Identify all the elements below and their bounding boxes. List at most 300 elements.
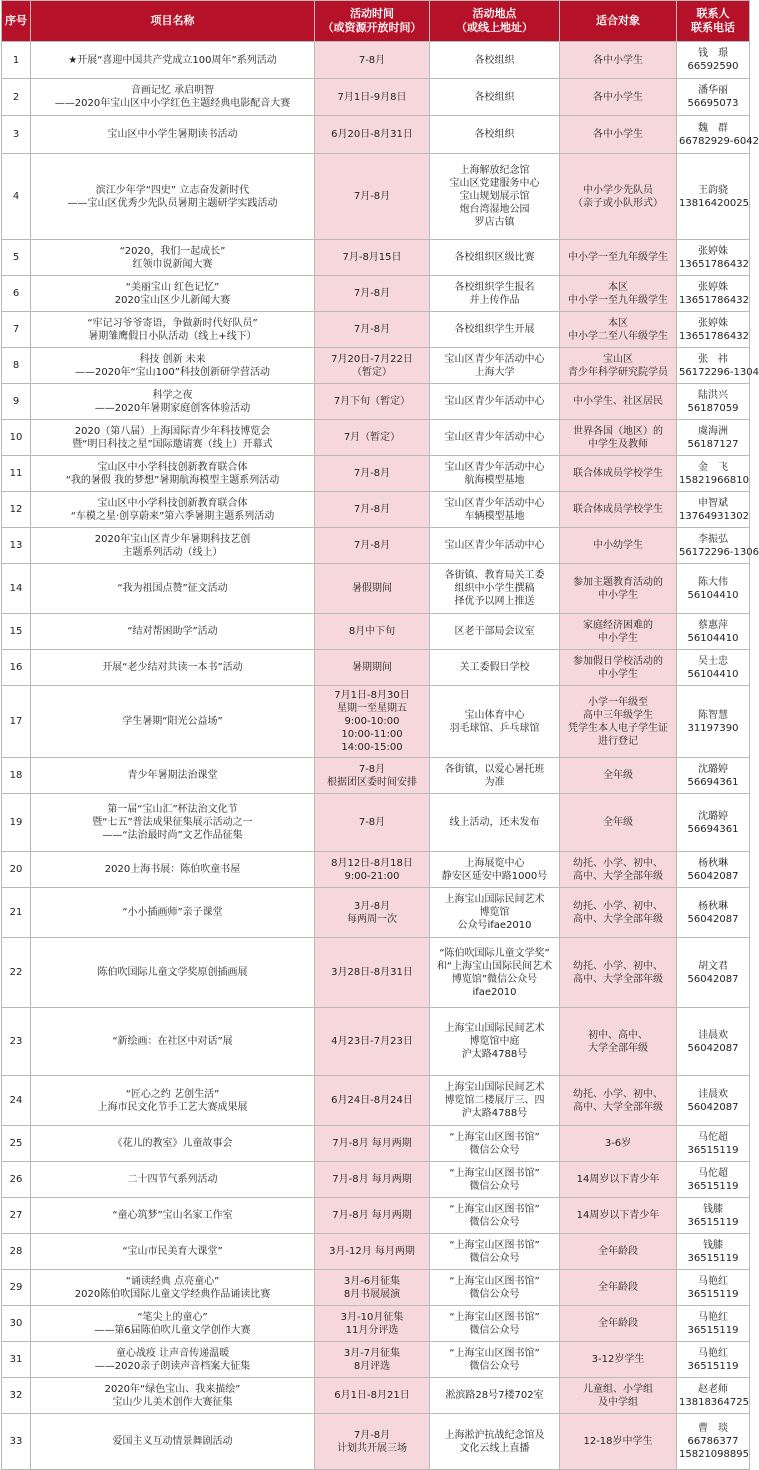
location-line: 各校组织 [474, 54, 515, 66]
target-audience [560, 492, 677, 528]
target-audience-line: 小学一年级至 [588, 696, 648, 708]
location-line: 择优予以网上推送 [454, 596, 535, 607]
target-audience-line: 14周岁以下青少年 [576, 1210, 660, 1221]
location-line: “上海宝山区图书馆” [449, 1239, 540, 1251]
project-name [31, 1198, 315, 1234]
table-row [2, 348, 750, 384]
contact-info-line: 张 祎 [698, 353, 728, 365]
table-row [2, 1076, 750, 1126]
location [430, 1378, 560, 1414]
header-text: 项目名称 [150, 14, 195, 27]
table-row [2, 116, 750, 154]
location [430, 42, 560, 79]
activity-time-line: 9:00-10:00 [344, 716, 400, 727]
activity-time-line: 7月-8月 [353, 324, 391, 335]
activity-time [315, 154, 430, 240]
project-name [31, 492, 315, 528]
contact-info-line: 沈璐婷 [698, 763, 728, 775]
contact-info-line: 36515119 [687, 1144, 739, 1156]
contact-info-line: 56694361 [687, 776, 739, 788]
location [430, 154, 560, 240]
target-audience [560, 1414, 677, 1470]
target-audience-line: 中小学一至九年级学生 [568, 294, 668, 306]
activity-time-line: 3月-7月征集 [343, 1347, 401, 1359]
activity-time [315, 528, 430, 564]
target-audience [560, 79, 677, 116]
activity-time [315, 1378, 430, 1414]
target-audience [560, 650, 677, 686]
table-row [2, 154, 750, 240]
target-audience [560, 1270, 677, 1306]
row-number: 30 [2, 1306, 31, 1342]
contact-info [677, 1270, 750, 1306]
location-line: 和“上海宝山国际民间艺术 [436, 960, 553, 972]
project-name [31, 1008, 315, 1076]
location-line: 各街镇、教育局关工委 [444, 570, 545, 581]
project-name [31, 686, 315, 758]
contact-info [677, 650, 750, 686]
header-text: 适合对象 [596, 14, 640, 27]
project-name-line: 第一届“宝山汇”杯法治文化节 [107, 804, 238, 815]
table-row [2, 758, 750, 794]
contact-info-line: 沈璐婷 [698, 810, 728, 822]
activity-time [315, 492, 430, 528]
activity-time [315, 276, 430, 312]
target-audience-line: 本区 [608, 317, 628, 329]
target-audience-line: 世界各国（地区）的 [573, 425, 663, 437]
row-number: 13 [2, 528, 31, 564]
location-line: “上海宝山区图书馆” [449, 1275, 540, 1287]
activity-time-line: 7月-8月 [353, 540, 391, 551]
contact-info-line: 王韵骁 [698, 184, 728, 196]
target-audience-line: 3-12岁学生 [591, 1354, 645, 1365]
table-row [2, 240, 750, 276]
project-name-line: 2020宝山区少儿新闻大赛 [114, 294, 231, 306]
activity-time-line: 暑期期间 [352, 662, 392, 673]
table-row [2, 564, 750, 614]
target-audience [560, 528, 677, 564]
activity-time [315, 240, 430, 276]
project-name-line: “美丽宝山 红色记忆” [125, 281, 220, 293]
activity-time-line: 7月1日-9月8日 [337, 91, 407, 103]
activity-time-line: 7-8月 [358, 54, 386, 66]
project-name-line: ——“法治最时尚”文艺作品征集 [102, 830, 243, 841]
contact-info [677, 1198, 750, 1234]
project-name [31, 1270, 315, 1306]
activity-time-line: 7月-8月 [353, 288, 391, 299]
activity-time-line: 7月-8月 每月两期 [332, 1138, 412, 1149]
activity-time-line: 4月23日-7月23日 [331, 1036, 413, 1047]
activity-time-line: 3月-10月征集 [340, 1311, 404, 1323]
location [430, 312, 560, 348]
project-name-line: “新绘画：在社区中对话”展 [112, 1036, 233, 1047]
contact-info [677, 492, 750, 528]
location-line: 各校组织学生开展 [454, 324, 535, 335]
contact-info-line: 56042087 [687, 973, 739, 985]
contact-info [677, 686, 750, 758]
contact-info [677, 420, 750, 456]
project-name-line: “我为祖国点赞”征文活动 [117, 583, 228, 594]
contact-info [677, 1414, 750, 1470]
project-name-line: 2020年“绿色宝山、我来描绘” [104, 1383, 241, 1395]
project-name-line: 青少年暑期法治课堂 [127, 770, 218, 781]
row-number: 18 [2, 758, 31, 794]
activity-time [315, 456, 430, 492]
header-location [430, 1, 560, 42]
header-row [2, 1, 750, 42]
activity-time-line: 7月-8月 每月两期 [332, 1174, 412, 1185]
target-audience [560, 154, 677, 240]
target-audience [560, 116, 677, 154]
contact-info-line: 李振弘 [698, 533, 728, 545]
contact-info-line: 66786377 [687, 1436, 739, 1447]
target-audience-line: 中小学少先队员 [583, 184, 653, 196]
target-audience [560, 1378, 677, 1414]
location-line: 微信公众号 [469, 1180, 520, 1192]
table-row [2, 1378, 750, 1414]
location [430, 564, 560, 614]
location-line: 宝山规划展示馆 [459, 191, 530, 202]
row-number: 16 [2, 650, 31, 686]
target-audience-line: （亲子或小队形式） [573, 197, 663, 209]
target-audience-line: 全年级 [603, 817, 633, 828]
activity-time-line: 每两周一次 [347, 913, 397, 925]
row-number: 14 [2, 564, 31, 614]
project-name-line: 红领巾说新闻大赛 [132, 258, 213, 270]
contact-info [677, 1162, 750, 1198]
target-audience-line: 宝山区 [603, 353, 633, 365]
target-audience-line: 参加假日学校活动的 [573, 655, 663, 667]
project-name [31, 79, 315, 116]
project-name [31, 1378, 315, 1414]
contact-info [677, 1342, 750, 1378]
target-audience-line: 中小学生 [598, 668, 638, 680]
location-line: 宝山区青少年活动中心 [444, 540, 545, 551]
contact-info-line: 31197390 [687, 722, 739, 734]
contact-info-line: 56104410 [687, 589, 739, 601]
header-text: （或线上地址） [456, 21, 533, 34]
project-name [31, 614, 315, 650]
target-audience [560, 758, 677, 794]
contact-info [677, 154, 750, 240]
target-audience [560, 384, 677, 420]
target-audience [560, 564, 677, 614]
target-audience [560, 312, 677, 348]
activity-time [315, 1342, 430, 1378]
contact-info-line: 66782929-6042 [679, 135, 759, 147]
row-number: 29 [2, 1270, 31, 1306]
project-name [31, 564, 315, 614]
activity-time [315, 384, 430, 420]
target-audience [560, 1126, 677, 1162]
location-line: 宝山区青少年活动中心 [444, 461, 545, 473]
project-name-line: “牢记习爷爷寄语，争做新时代好队员” [87, 317, 258, 329]
location-line: 各校组织学生报名 [454, 281, 535, 293]
target-audience [560, 42, 677, 79]
activity-time-line: 10:00-11:00 [341, 729, 403, 740]
target-audience-line: 14周岁以下青少年 [576, 1174, 660, 1185]
activity-time-line: 7月-8月 [353, 191, 391, 202]
location [430, 1414, 560, 1470]
project-name [31, 1076, 315, 1126]
project-name [31, 1234, 315, 1270]
location-line: 微信公众号 [469, 1216, 520, 1228]
project-name-line: “小小插画师”亲子课堂 [122, 907, 223, 918]
activity-time-line: 9:00-21:00 [344, 870, 400, 882]
location [430, 1076, 560, 1126]
contact-info [677, 888, 750, 938]
location-line: “上海宝山区图书馆” [449, 1131, 540, 1143]
target-audience [560, 276, 677, 312]
table-row [2, 492, 750, 528]
project-name-line: 2020年宝山区青少年暑期科技艺创 [94, 533, 251, 545]
row-number: 11 [2, 456, 31, 492]
target-audience-line: 联合体成员学校学生 [573, 504, 663, 515]
contact-info [677, 384, 750, 420]
target-audience [560, 348, 677, 384]
activity-time-line: 6月1日-8月21日 [334, 1390, 410, 1401]
target-audience-line: 中小学二至八年级学生 [568, 330, 668, 342]
contact-info-line: 杨秋琳 [698, 900, 728, 912]
target-audience [560, 240, 677, 276]
location [430, 686, 560, 758]
contact-info-line: 13816420025 [679, 197, 749, 209]
contact-info-line: 潘华丽 [698, 85, 728, 96]
location [430, 348, 560, 384]
target-audience-line: 青少年科学研究院学员 [568, 366, 668, 378]
activity-time [315, 650, 430, 686]
location [430, 528, 560, 564]
location-line: “上海宝山区图书馆” [449, 1347, 540, 1359]
location-line: 静安区延安中路1000号 [441, 870, 548, 882]
target-audience [560, 1342, 677, 1378]
target-audience-line: 高中三年级学生 [583, 709, 653, 721]
contact-info [677, 79, 750, 116]
location-line: 车辆模型基地 [464, 510, 525, 522]
project-name [31, 154, 315, 240]
location-line: “上海宝山区图书馆” [449, 1311, 540, 1323]
location [430, 888, 560, 938]
target-audience-line: 中小幼学生 [593, 540, 643, 551]
location-line: 上海淞沪抗战纪念馆及 [444, 1429, 545, 1441]
project-name-line: 《花儿的教室》儿童故事会 [112, 1138, 233, 1149]
header-text: 序号 [5, 14, 27, 27]
contact-info-line: 陆洪兴 [698, 389, 728, 401]
project-name-line: “宝山市民美育大课堂” [122, 1246, 223, 1257]
target-audience-line: 幼托、小学、初中、 [573, 857, 663, 869]
project-name [31, 348, 315, 384]
project-name [31, 528, 315, 564]
activity-time [315, 888, 430, 938]
location-line: 公众号ifae2010 [457, 920, 532, 931]
project-name-line: 科技 创新 未来 [139, 353, 206, 365]
activity-time-line: 6月20日-8月31日 [331, 129, 413, 140]
target-audience-line: 各中小学生 [593, 54, 643, 66]
project-name [31, 1306, 315, 1342]
activity-time-line: 根据团区委时间安排 [327, 776, 417, 788]
table-row [2, 1342, 750, 1378]
target-audience-line: 初中、高中、 [588, 1029, 648, 1041]
target-audience-line: 高中、大学全部年级 [573, 870, 663, 882]
location [430, 1234, 560, 1270]
activity-time [315, 938, 430, 1008]
project-name [31, 1342, 315, 1378]
contact-info-line: 金 飞 [698, 461, 728, 473]
table-row [2, 1162, 750, 1198]
table-row [2, 276, 750, 312]
project-name-line: 滨江少年学“四史” 立志奋发新时代 [95, 184, 250, 196]
project-name-line: 学生暑期“阳光公益场” [122, 716, 223, 727]
project-name-line: ——第6届陈伯吹儿童文学创作大赛 [94, 1324, 251, 1336]
contact-info [677, 758, 750, 794]
activity-time [315, 420, 430, 456]
activity-time [315, 42, 430, 79]
location-line: 沪太路4788号 [461, 1108, 528, 1119]
contact-info [677, 312, 750, 348]
location [430, 650, 560, 686]
project-name [31, 758, 315, 794]
location-line: 宝山区青少年活动中心 [444, 396, 545, 407]
contact-info-line: 56187127 [687, 438, 739, 450]
location [430, 116, 560, 154]
contact-info-line: 蔡惠萍 [698, 619, 728, 631]
activity-time [315, 1414, 430, 1470]
row-number: 2 [2, 79, 31, 116]
activity-time-line: 7月-8月 [353, 1429, 391, 1441]
location-line: 上海展览中心 [464, 857, 525, 869]
project-name-line: 2020（第八届）上海国际青少年科技博览会 [74, 425, 271, 437]
target-audience-line: 中小学生 [598, 632, 638, 644]
contact-info-line: 56172296-1306 [679, 546, 759, 558]
activity-time [315, 1234, 430, 1270]
location-line: 为准 [484, 776, 505, 788]
target-audience [560, 1162, 677, 1198]
table-row [2, 1306, 750, 1342]
project-name-line: 陈伯吹国际儿童文学奖原创插画展 [97, 967, 248, 978]
location-line: 沪太路4788号 [461, 1049, 528, 1060]
table-row [2, 528, 750, 564]
location-line: 博览馆二楼展厅三、四 [444, 1095, 545, 1106]
contact-info-line: 36515119 [687, 1360, 739, 1372]
location-line: 区老干部局会议室 [454, 626, 535, 637]
activity-time [315, 1198, 430, 1234]
target-audience-line: 家庭经济困难的 [583, 619, 653, 631]
target-audience-line: 参加主题教育活动的 [573, 576, 663, 588]
contact-info-line: 56695073 [687, 98, 739, 109]
target-audience-line: 幼托、小学、初中、 [573, 900, 663, 912]
table-body [2, 42, 759, 1470]
header-activity-time [315, 1, 430, 42]
location [430, 456, 560, 492]
location-line: 炮台湾湿地公园 [459, 204, 530, 215]
activity-time-line: 7月（暂定） [343, 432, 401, 443]
row-number: 5 [2, 240, 31, 276]
project-name-line: 开展“老少结对共读一本书”活动 [102, 662, 243, 673]
project-name-line: “笔尖上的童心” [137, 1311, 208, 1323]
project-name [31, 42, 315, 79]
location [430, 1008, 560, 1076]
project-name-line: 暑期雏鹰假日小队活动（线上+线下） [88, 330, 257, 342]
contact-info-line: 36515119 [687, 1216, 739, 1228]
target-audience-line: 及中学组 [598, 1396, 638, 1408]
activity-time [315, 614, 430, 650]
location [430, 240, 560, 276]
location-line: “上海宝山区图书馆” [449, 1167, 540, 1179]
project-name [31, 794, 315, 852]
project-name-line: 童心战疫 让声音传递温暖 [115, 1347, 230, 1359]
table-row [2, 938, 750, 1008]
table-row [2, 614, 750, 650]
location [430, 614, 560, 650]
location-line: 博览馆中庭 [469, 1036, 520, 1047]
project-name [31, 938, 315, 1008]
contact-info-line: 马艳红 [698, 1311, 728, 1323]
target-audience-line: 本区 [608, 281, 628, 293]
activity-time [315, 1126, 430, 1162]
contact-info-line: 56187059 [687, 402, 739, 414]
contact-info-line: 马艳红 [698, 1275, 728, 1287]
project-name-line: 音画记忆 承启明智 [130, 85, 215, 96]
activity-time [315, 1008, 430, 1076]
contact-info-line: 13651786432 [679, 258, 749, 270]
contact-info-line: 钱膝 [703, 1203, 723, 1215]
table-row [2, 1270, 750, 1306]
contact-info-line: 曹 琰 [698, 1423, 728, 1434]
target-audience-line: 幼托、小学、初中、 [573, 960, 663, 972]
contact-info-line: 13651786432 [679, 330, 749, 342]
target-audience [560, 456, 677, 492]
location-line: 宝山区青少年活动中心 [444, 432, 545, 443]
target-audience-line: 中小学一至九年级学生 [568, 252, 668, 263]
activity-time [315, 1076, 430, 1126]
row-number: 21 [2, 888, 31, 938]
contact-info [677, 240, 750, 276]
contact-info-line: 申智斌 [698, 497, 728, 509]
table-row [2, 1126, 750, 1162]
activity-time [315, 686, 430, 758]
location [430, 1126, 560, 1162]
row-number: 6 [2, 276, 31, 312]
location-line: 微信公众号 [469, 1252, 520, 1264]
activity-time [315, 564, 430, 614]
contact-info-line: 56042087 [687, 870, 739, 882]
row-number: 7 [2, 312, 31, 348]
location-line: 微信公众号 [469, 1144, 520, 1156]
location-line: 各校组织区级比赛 [454, 252, 535, 263]
location [430, 420, 560, 456]
project-name [31, 276, 315, 312]
contact-info-line: 56104410 [687, 632, 739, 644]
table-row [2, 420, 750, 456]
activity-time [315, 758, 430, 794]
contact-info [677, 794, 750, 852]
contact-info-line: 诖晨欢 [698, 1029, 728, 1041]
row-number: 4 [2, 154, 31, 240]
activity-time-line: 3月-12月 每月两期 [329, 1246, 415, 1257]
target-audience-line: 儿童组、小学组 [583, 1383, 653, 1395]
target-audience [560, 1008, 677, 1076]
location-line: 博览馆”微信公众号 [451, 973, 538, 985]
contact-info-line: 赵老师 [698, 1383, 728, 1395]
activity-time [315, 1306, 430, 1342]
target-audience [560, 686, 677, 758]
location-line: 上海宝山国际民间艺术 [444, 1023, 545, 1034]
activity-time [315, 116, 430, 154]
location [430, 794, 560, 852]
target-audience-line: 中小学生、社区居民 [573, 396, 663, 407]
contact-info [677, 276, 750, 312]
contact-info-line: 陈智慧 [698, 709, 728, 721]
